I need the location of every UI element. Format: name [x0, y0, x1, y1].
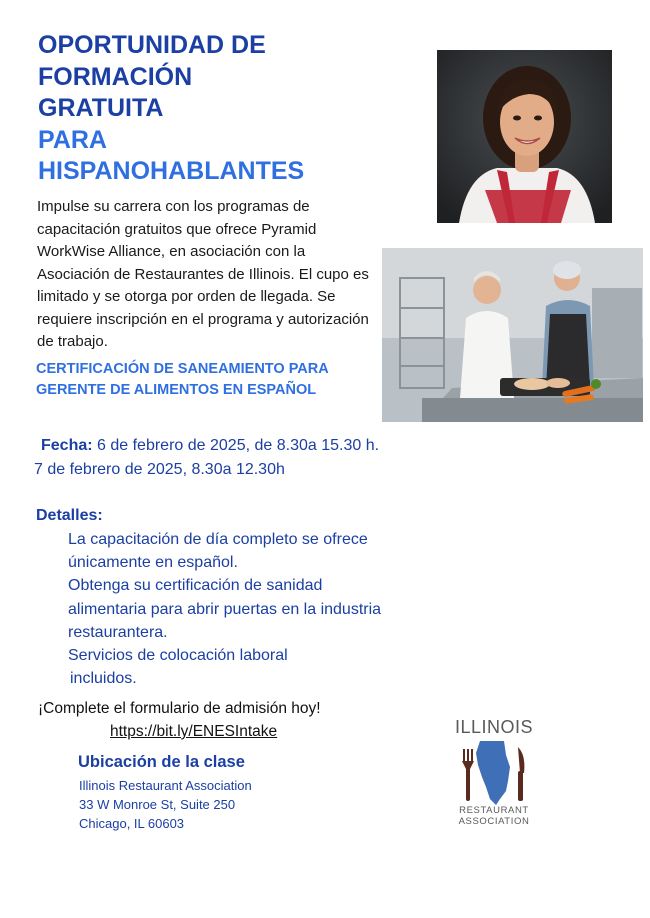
schedule-label: Fecha: [41, 437, 93, 454]
chef-portrait-photo [437, 50, 612, 223]
kitchen-training-photo [382, 248, 643, 422]
details-item: incluidos. [70, 670, 137, 688]
location-heading: Ubicación de la clase [78, 753, 245, 771]
title-line-1: OPORTUNIDAD DE [38, 31, 266, 59]
illinois-restaurant-association-logo [446, 715, 542, 827]
schedule-line-2: 7 de febrero de 2025, 8.30a 12.30h [34, 460, 285, 478]
intake-form-link[interactable]: https://bit.ly/ENESIntake [110, 723, 278, 740]
details-list [68, 528, 398, 690]
schedule-line-1: 6 de febrero de 2025, de 8.30a 15.30 h. [92, 437, 380, 454]
svg-text:ILLINOIS: ILLINOIS [454, 717, 534, 737]
title-line-5: HISPANOHABLANTES [38, 157, 305, 185]
certification-heading: CERTIFICACIÓN DE SANEAMIENTO PARA GERENTE DE ALIMENTOS EN ESPAÑOL [36, 361, 329, 398]
svg-text:RESTAURANT: RESTAURANT [459, 805, 529, 816]
cta-text: ¡Complete el formulario de admisión hoy! [38, 700, 321, 717]
location-street: 33 W Monroe St, Suite 250 [79, 797, 236, 812]
title-line-4: PARA [38, 125, 107, 154]
call-to-action [38, 697, 418, 743]
title-line-2: FORMACIÓN [38, 62, 193, 91]
schedule-block [36, 434, 386, 481]
details-item: Obtenga su certificación de sanidad alimentaria para abrir puertas en la industria restaurantera. [68, 577, 382, 641]
details-item: La capacitación de día completo se ofrece únicamente en español. [68, 531, 368, 572]
svg-text:ASSOCIATION: ASSOCIATION [458, 816, 530, 827]
title-line-3: GRATUITA [38, 94, 164, 122]
intro-paragraph: Impulse su carrera con los programas de capacitación gratuitos que ofrece Pyramid WorkWise Alliance, en asociación con la Asociación de Restaurantes de Illinois. El cupo es limitado y se otorga por orden de llegada. Se requiere inscripción en el programa y autorización de trabajo. [37, 198, 369, 350]
details-item: Servicios de colocación laboral [68, 647, 288, 665]
location-address [79, 776, 252, 833]
location-org: Illinois Restaurant Association [79, 778, 252, 793]
page-title [38, 30, 418, 188]
details-heading: Detalles: [36, 507, 103, 524]
location-city: Chicago, IL 60603 [79, 816, 185, 831]
